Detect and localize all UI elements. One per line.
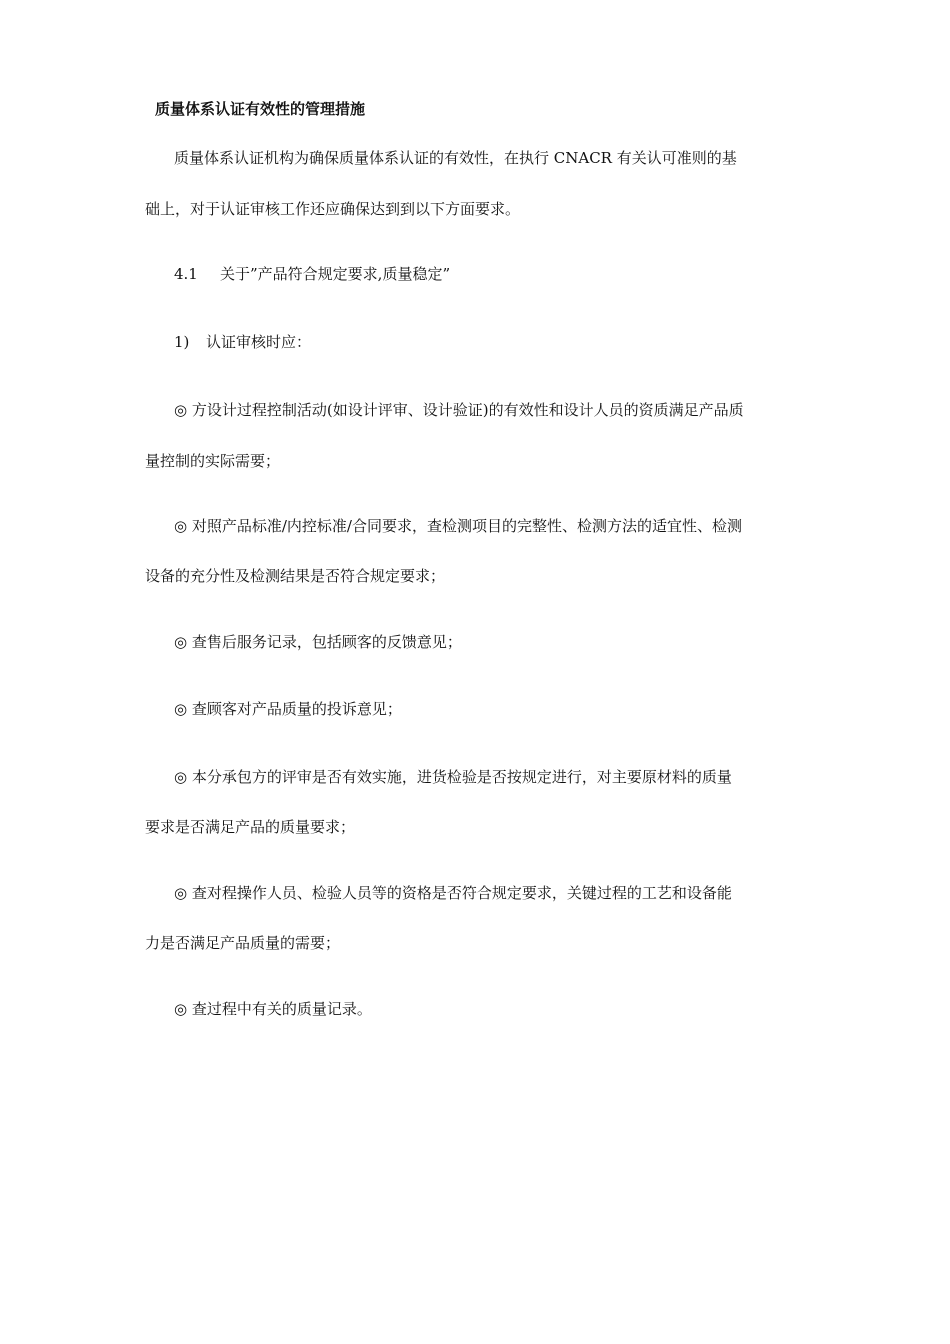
section-number: 4.1 xyxy=(174,265,198,283)
bullet-1-line-1: ◎ 方设计过程控制活动(如设计评审、设计验证)的有效性和设计人员的资质满足产品质 xyxy=(174,401,744,419)
document-title: 质量体系认证有效性的管理措施 xyxy=(155,100,366,118)
bullet-4-line-1: ◎ 查顾客对产品质量的投诉意见； xyxy=(174,700,402,718)
intro-line-2: 础上，对于认证审核工作还应确保达到到以下方面要求。 xyxy=(145,200,521,218)
bullet-6-line-1: ◎ 查对程操作人员、检验人员等的资格是否符合规定要求，关键过程的工艺和设备能 xyxy=(174,884,732,902)
bullet-3-line-1: ◎ 查售后服务记录，包括顾客的反馈意见； xyxy=(174,633,462,651)
section-heading-text: 关于”产品符合规定要求,质量稳定” xyxy=(220,265,451,283)
bullet-1-line-2: 量控制的实际需要； xyxy=(145,452,281,470)
list-item-number: 1) xyxy=(174,333,190,351)
bullet-5-line-1: ◎ 本分承包方的评审是否有效实施，进货检验是否按规定进行，对主要原材料的质量 xyxy=(174,768,732,786)
bullet-2-line-2: 设备的充分性及检测结果是否符合规定要求； xyxy=(145,567,446,585)
bullet-7-line-1: ◎ 查过程中有关的质量记录。 xyxy=(174,1000,372,1018)
bullet-2-line-1: ◎ 对照产品标准/内控标准/合同要求，查检测项目的完整性、检测方法的适宜性、检测 xyxy=(174,517,742,535)
section-heading xyxy=(174,264,450,284)
list-item xyxy=(174,332,311,352)
list-item-text: 认证审核时应： xyxy=(206,333,312,351)
bullet-5-line-2: 要求是否满足产品的质量要求； xyxy=(145,818,356,836)
bullet-6-line-2: 力是否满足产品质量的需要； xyxy=(145,934,341,952)
intro-line-1: 质量体系认证机构为确保质量体系认证的有效性，在执行 CNACR 有关认可准则的基 xyxy=(174,149,737,167)
